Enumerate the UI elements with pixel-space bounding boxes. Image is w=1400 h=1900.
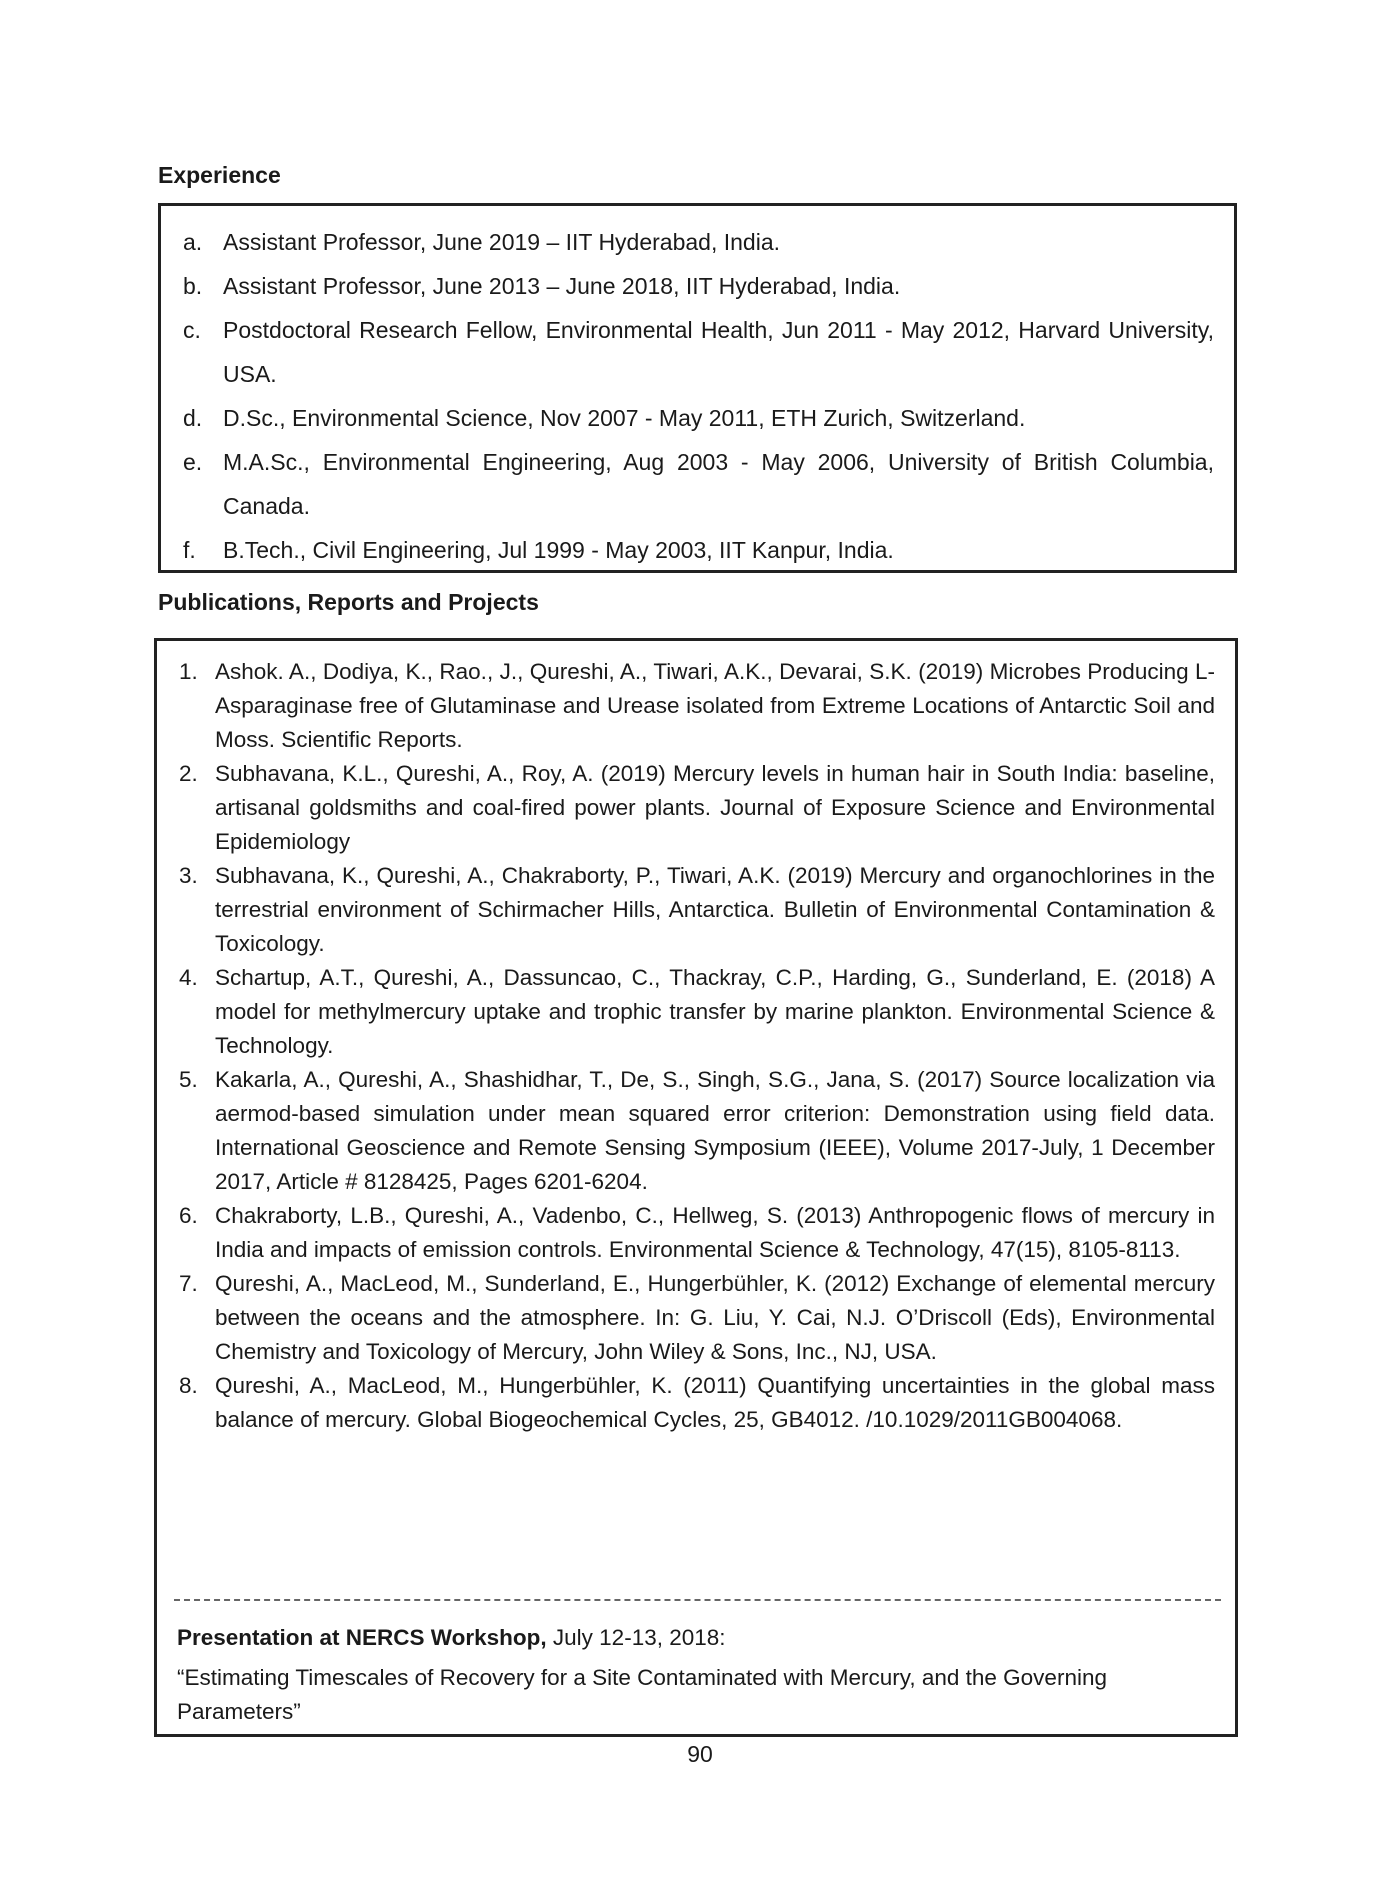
- publication-item: [177, 1063, 1215, 1199]
- publication-item: [177, 961, 1215, 1063]
- experience-item: [181, 396, 1214, 440]
- list-marker: 3.: [179, 863, 198, 888]
- list-marker: c.: [183, 317, 201, 343]
- publication-item: [177, 1267, 1215, 1369]
- publication-text: Chakraborty, L.B., Qureshi, A., Vadenbo, C., Hellweg, S. (2013) Anthropogenic flows of mercury in India and impacts of emission controls. Environmental Science & Technology, 47(15), 8105-8113.: [215, 1203, 1215, 1262]
- publication-item: [177, 859, 1215, 961]
- experience-text: Postdoctoral Research Fellow, Environmental Health, Jun 2011 - May 2012, Harvard University, USA.: [223, 317, 1214, 387]
- publication-item: [177, 1199, 1215, 1267]
- list-marker: b.: [183, 273, 203, 299]
- experience-item: [181, 264, 1214, 308]
- publications-list: [177, 655, 1215, 1437]
- publication-text: Qureshi, A., MacLeod, M., Sunderland, E., Hungerbühler, K. (2012) Exchange of elemental mercury between the oceans and the atmosphere. In: G. Liu, Y. Cai, N.J. O’Driscoll (Eds), Environmental Chemistry and Toxicology of Mercury, John Wiley & Sons, Inc., NJ, USA.: [215, 1271, 1215, 1364]
- presentation-title: [177, 1621, 1215, 1655]
- presentation-title-bold: Presentation at NERCS Workshop,: [177, 1625, 547, 1650]
- list-marker: f.: [183, 537, 196, 563]
- presentation-title-date: July 12-13, 2018:: [546, 1625, 726, 1650]
- experience-text: M.A.Sc., Environmental Engineering, Aug 2003 - May 2006, University of British Columbia, Canada.: [223, 449, 1214, 519]
- list-marker: 6.: [179, 1203, 198, 1228]
- experience-list: [181, 220, 1214, 572]
- list-marker: 8.: [179, 1373, 198, 1398]
- experience-text: Assistant Professor, June 2019 – IIT Hyderabad, India.: [223, 229, 781, 255]
- publication-item: [177, 1369, 1215, 1437]
- experience-item: [181, 528, 1214, 572]
- experience-item: [181, 440, 1214, 528]
- list-marker: 5.: [179, 1067, 198, 1092]
- publication-text: Kakarla, A., Qureshi, A., Shashidhar, T., De, S., Singh, S.G., Jana, S. (2017) Source localization via aermod-based simulation under mean squared error criterion: Demonstration using field data. International Geoscience and Remote Sensing Symposium (IEEE), Volume 2017-July, 1 December 2017, Article # 8128425, Pages 6201-6204.: [215, 1067, 1215, 1194]
- experience-item: [181, 220, 1214, 264]
- page-number: 90: [687, 1741, 713, 1767]
- list-marker: d.: [183, 405, 203, 431]
- publication-item: [177, 655, 1215, 757]
- experience-box: [158, 203, 1237, 573]
- publications-heading: Publications, Reports and Projects: [158, 589, 539, 615]
- list-marker: 2.: [179, 761, 198, 786]
- list-marker: a.: [183, 229, 203, 255]
- publication-text: Subhavana, K.L., Qureshi, A., Roy, A. (2019) Mercury levels in human hair in South India: baseline, artisanal goldsmiths and coal-fired power plants. Journal of Exposure Science and Environmental Epidemiology: [215, 761, 1215, 854]
- list-marker: e.: [183, 449, 203, 475]
- experience-text: B.Tech., Civil Engineering, Jul 1999 - May 2003, IIT Kanpur, India.: [223, 537, 894, 563]
- experience-text: Assistant Professor, June 2013 – June 2018, IIT Hyderabad, India.: [223, 273, 901, 299]
- dashed-divider: [174, 1599, 1221, 1601]
- experience-text: D.Sc., Environmental Science, Nov 2007 - May 2011, ETH Zurich, Switzerland.: [223, 405, 1026, 431]
- publication-text: Ashok. A., Dodiya, K., Rao., J., Qureshi, A., Tiwari, A.K., Devarai, S.K. (2019) Microbes Producing L-Asparaginase free of Glutaminase and Urease isolated from Extreme Locations of Antarctic Soil and Moss. Scientific Reports.: [215, 659, 1215, 752]
- publications-box: [154, 638, 1238, 1737]
- presentation-text: “Estimating Timescales of Recovery for a Site Contaminated with Mercury, and the Governing Parameters”: [177, 1665, 1107, 1724]
- list-marker: 1.: [179, 659, 198, 684]
- publication-text: Qureshi, A., MacLeod, M., Hungerbühler, K. (2011) Quantifying uncertainties in the global mass balance of mercury. Global Biogeochemical Cycles, 25, GB4012. /10.1029/2011GB004068.: [215, 1373, 1215, 1432]
- experience-heading: Experience: [158, 162, 281, 188]
- publication-text: Subhavana, K., Qureshi, A., Chakraborty, P., Tiwari, A.K. (2019) Mercury and organochlorines in the terrestrial environment of Schirmacher Hills, Antarctica. Bulletin of Environmental Contamination & Toxicology.: [215, 863, 1215, 956]
- list-marker: 7.: [179, 1271, 198, 1296]
- presentation-section: [177, 1621, 1215, 1729]
- publication-item: [177, 757, 1215, 859]
- list-marker: 4.: [179, 965, 198, 990]
- publication-text: Schartup, A.T., Qureshi, A., Dassuncao, C., Thackray, C.P., Harding, G., Sunderland, E. (2018) A model for methylmercury uptake and trophic transfer by marine plankton. Environmental Science & Technology.: [215, 965, 1215, 1058]
- experience-item: [181, 308, 1214, 396]
